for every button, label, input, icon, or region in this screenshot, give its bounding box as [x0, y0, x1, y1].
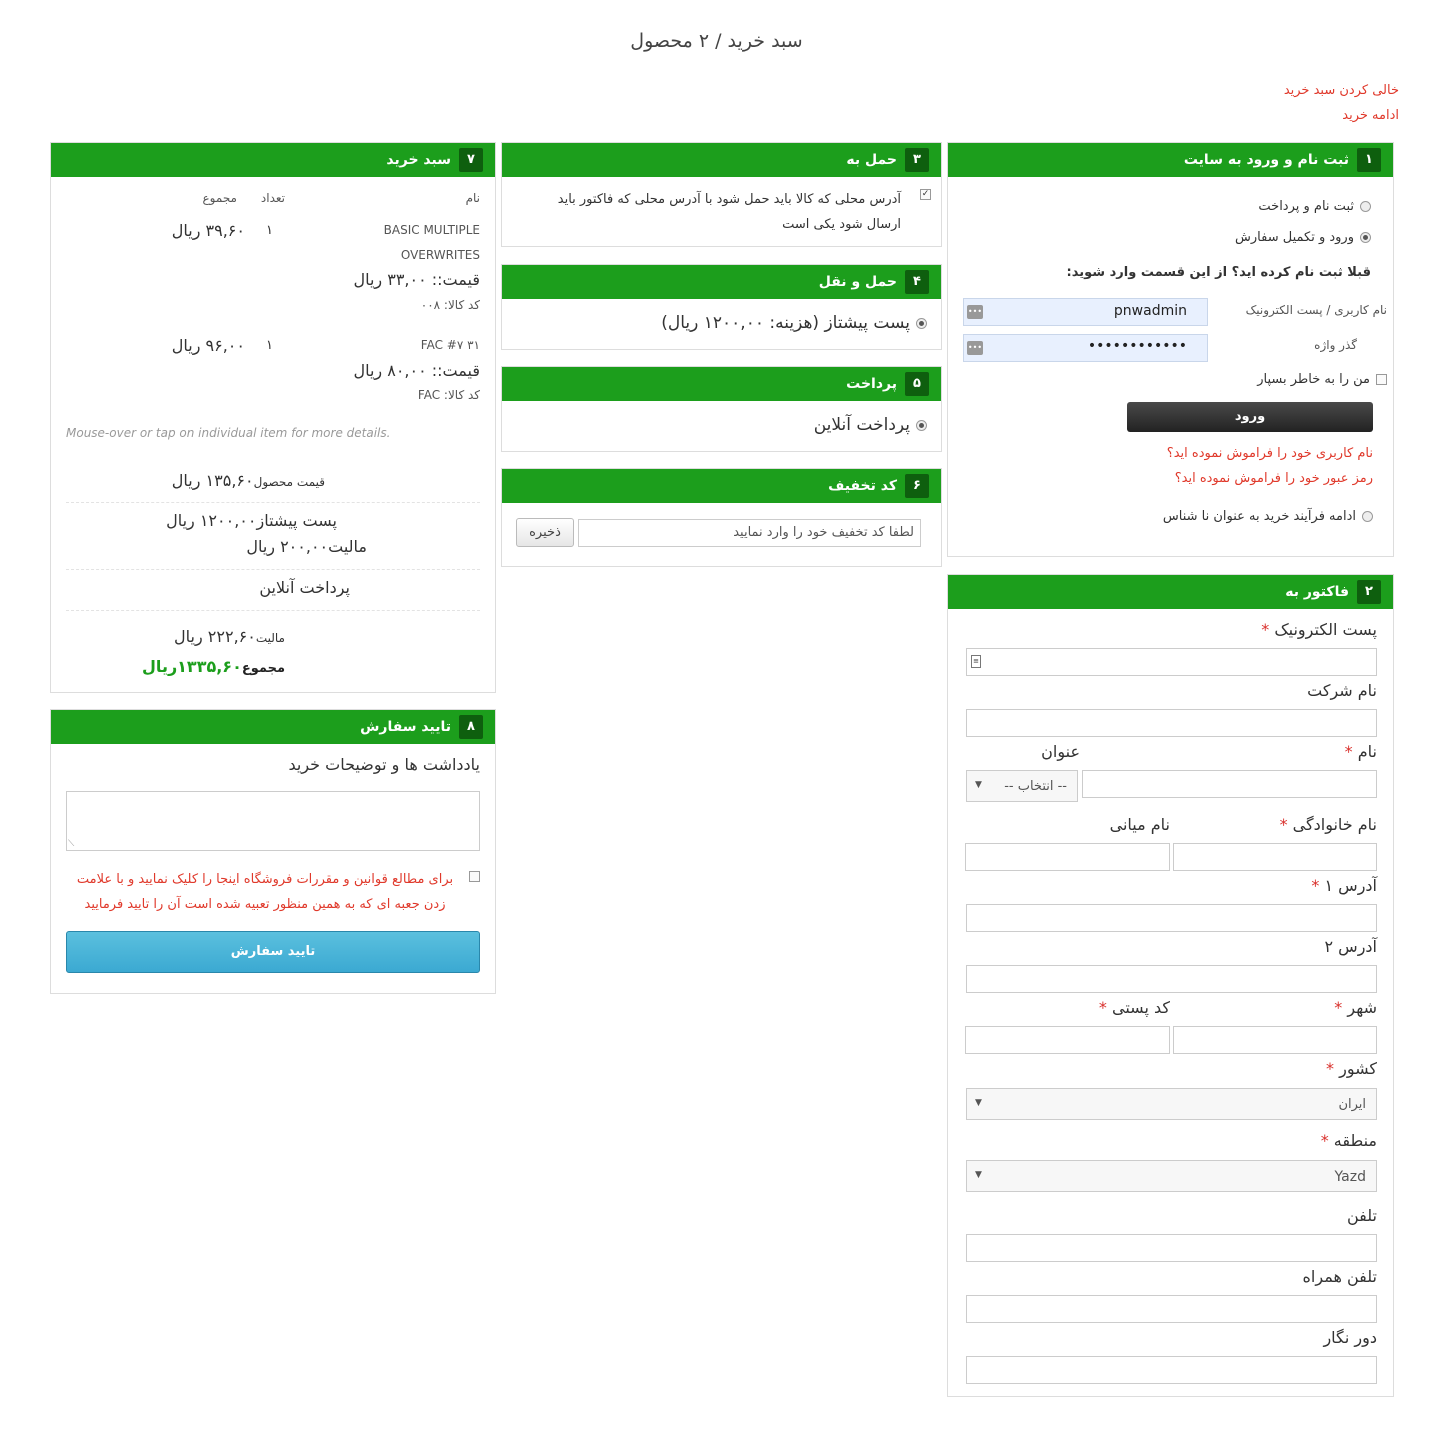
- address1-label: [1311, 876, 1377, 895]
- cart-panel-header: [51, 143, 495, 177]
- cart-item-sku: کد کالا: FAC: [417, 388, 480, 402]
- login-panel-header: [948, 143, 1393, 177]
- cart-panel-title: سبد خرید: [386, 152, 451, 168]
- divider: [66, 502, 480, 503]
- city-label: [1334, 998, 1377, 1017]
- last-name-label-text: نام خانوادگی: [1292, 815, 1377, 834]
- title-select[interactable]: [966, 770, 1078, 802]
- step-number: ۷: [459, 148, 483, 172]
- payment-option-label: پرداخت آنلاین: [813, 415, 910, 435]
- phone-input[interactable]: [966, 1234, 1377, 1262]
- radio-checked-icon[interactable]: [1360, 232, 1371, 243]
- title-label: عنوان: [1041, 742, 1080, 761]
- cart-item-name: BASIC MULTIPLE: [383, 223, 480, 237]
- page-title: سبد خرید / ۲ محصول: [630, 30, 803, 52]
- cart-item-total: ۹۶,۰۰ ریال: [171, 336, 245, 355]
- login-panel-title: ثبت نام و ورود به سایت: [1183, 152, 1349, 168]
- required-mark: *: [1320, 1131, 1329, 1150]
- required-mark: *: [1311, 876, 1320, 895]
- payment-option[interactable]: [814, 415, 927, 435]
- forgot-password-link[interactable]: رمز عبور خود را فراموش نموده اید؟: [1174, 471, 1373, 486]
- tax-value: ۲۲۲,۶۰ ریال: [174, 627, 256, 646]
- confirm-order-button[interactable]: تایید سفارش: [66, 931, 480, 973]
- notes-textarea[interactable]: [66, 791, 480, 851]
- continue-shopping-link[interactable]: ادامه خرید: [1342, 108, 1399, 123]
- cart-item-price: قیمت:: ۳۳,۰۰ ریال: [353, 270, 480, 289]
- product-price-label: قیمت محصول: [253, 475, 325, 489]
- step-number: ۳: [905, 148, 929, 172]
- shipto-panel: [501, 142, 942, 247]
- username-label: نام کاربری / پست الکترونیک: [1245, 303, 1387, 317]
- grand-total-row: [142, 657, 285, 676]
- dropdown-arrow-icon: ▼: [975, 1098, 982, 1108]
- cart-panel: [50, 142, 496, 693]
- already-registered-text: قبلا ثبت نام کرده اید؟ از این قسمت وارد شوید:: [1066, 265, 1371, 280]
- zip-input[interactable]: [965, 1026, 1170, 1054]
- same-address-text: آدرس محلی که کالا باید حمل شود با آدرس محلی که فاکتور باید ارسال شود یکی است: [557, 192, 901, 232]
- required-mark: *: [1098, 998, 1107, 1017]
- step-number: ۶: [905, 474, 929, 498]
- grand-total-label: مجموع: [241, 661, 285, 676]
- forgot-username-link[interactable]: نام کاربری خود را فراموش نموده اید؟: [1166, 446, 1373, 461]
- country-label: [1326, 1059, 1377, 1078]
- payment-panel: [501, 366, 942, 452]
- address2-label: آدرس ۲: [1324, 937, 1377, 956]
- fax-input[interactable]: [966, 1356, 1377, 1384]
- cart-item-total: ۳۹,۶۰ ریال: [171, 221, 245, 240]
- register-option-label: ثبت نام و پرداخت: [1258, 199, 1354, 214]
- terms-text-line1: برای مطالع قوانین و مقررات فروشگاه اینجا را کلیک نمایید و با علامت: [76, 872, 454, 887]
- terms-checkbox[interactable]: [469, 871, 480, 882]
- shipping-tax-row: [246, 537, 367, 556]
- key-icon: •••: [967, 341, 983, 355]
- notes-label: یادداشت ها و توضیحات خرید: [288, 755, 480, 774]
- confirm-panel-header: [51, 710, 495, 744]
- first-name-label-text: نام: [1357, 742, 1377, 761]
- email-label-text: پست الکترونیک: [1274, 620, 1377, 639]
- cart-col-name: نام: [465, 191, 480, 205]
- shipment-panel-header: [502, 265, 941, 299]
- terms-text-line2: زدن جعبه ای که به همین منظور تعبیه شده است آن را تایید فرمایید: [84, 897, 446, 912]
- confirm-panel-title: تایید سفارش: [360, 719, 451, 735]
- cart-item-name-line2: OVERWRITES: [400, 248, 480, 262]
- country-label-text: کشور: [1339, 1059, 1377, 1078]
- title-select-value: -- انتخاب --: [1004, 779, 1067, 794]
- empty-cart-link[interactable]: خالی کردن سبد خرید: [1283, 83, 1399, 98]
- radio-checked-icon[interactable]: [916, 318, 927, 329]
- required-mark: *: [1279, 815, 1288, 834]
- region-label: [1321, 1131, 1377, 1150]
- city-input[interactable]: [1173, 1026, 1377, 1054]
- username-input[interactable]: [963, 298, 1208, 326]
- cart-item-sku: کد کالا: ۰۰۸: [420, 298, 480, 312]
- shipping-value: ۱۲۰۰,۰۰ ریال: [166, 511, 257, 530]
- billing-panel: [947, 574, 1394, 1397]
- shipment-panel-title: حمل و نقل: [818, 274, 897, 290]
- mobile-input[interactable]: [966, 1295, 1377, 1323]
- shipping-row: [166, 511, 337, 530]
- tax-label: مالیت: [255, 631, 285, 645]
- dropdown-arrow-icon: ▼: [975, 780, 982, 790]
- step-number: ۴: [905, 270, 929, 294]
- coupon-save-button[interactable]: ذخیره: [516, 518, 574, 547]
- password-value: ••••••••••••: [1087, 338, 1187, 354]
- coupon-panel: [501, 468, 942, 567]
- first-name-input[interactable]: [1082, 770, 1377, 798]
- cart-item-price: قیمت:: ۸۰,۰۰ ریال: [353, 361, 480, 380]
- remember-me[interactable]: [1257, 372, 1387, 387]
- coupon-panel-title: کد تخفیف: [828, 478, 897, 494]
- shipment-panel: [501, 264, 942, 350]
- payment-method-name: پرداخت آنلاین: [259, 578, 350, 597]
- region-select[interactable]: [966, 1160, 1377, 1192]
- tax-row: [174, 627, 285, 646]
- shipto-panel-header: [502, 143, 941, 177]
- terms-link[interactable]: [70, 867, 460, 917]
- middle-name-input[interactable]: [965, 843, 1170, 871]
- cart-col-total: مجموع: [202, 191, 237, 205]
- register-option[interactable]: [1258, 199, 1371, 214]
- company-input[interactable]: [966, 709, 1377, 737]
- city-label-text: شهر: [1347, 998, 1377, 1017]
- email-input[interactable]: [966, 648, 1377, 676]
- step-number: ۱: [1357, 148, 1381, 172]
- first-name-label: [1345, 742, 1377, 761]
- password-label: گذر واژه: [1314, 338, 1357, 352]
- country-select[interactable]: [966, 1088, 1377, 1120]
- last-name-input[interactable]: [1173, 843, 1377, 871]
- cart-item-qty: ۱: [266, 223, 273, 238]
- company-label: نام شرکت: [1307, 681, 1377, 700]
- billing-panel-title: فاکتور به: [1285, 584, 1349, 600]
- fax-label: دور نگار: [1323, 1328, 1377, 1347]
- coupon-input[interactable]: [578, 519, 921, 547]
- shipto-panel-title: حمل به: [846, 152, 897, 168]
- address1-input[interactable]: [966, 904, 1377, 932]
- contact-card-icon: ≡: [971, 655, 981, 668]
- shipping-label: پست پیشتاز: [256, 511, 337, 530]
- shipment-option-label: پست پیشتاز (هزینه: ۱۲۰۰,۰۰ ریال): [661, 313, 910, 333]
- payment-panel-header: [502, 367, 941, 401]
- email-label: [1261, 620, 1377, 639]
- product-price-row: [172, 471, 325, 490]
- country-select-value: ایران: [1338, 1097, 1366, 1112]
- login-panel: [947, 142, 1394, 557]
- divider: [66, 610, 480, 611]
- same-address-checkbox[interactable]: ✓: [921, 189, 930, 199]
- coupon-panel-header: [502, 469, 941, 503]
- guest-checkout-option[interactable]: [1163, 509, 1373, 524]
- zip-label: [1099, 998, 1170, 1017]
- resize-handle-icon[interactable]: ⟋: [68, 839, 75, 849]
- cart-col-qty: تعداد: [260, 191, 285, 205]
- shipment-option[interactable]: [661, 313, 927, 333]
- product-price-value: ۱۳۵,۶۰ ریال: [171, 471, 254, 490]
- login-option-label: ورود و تکمیل سفارش: [1235, 230, 1354, 245]
- billing-panel-header: [948, 575, 1393, 609]
- divider: [66, 569, 480, 570]
- required-mark: *: [1261, 620, 1270, 639]
- region-select-value: Yazd: [1334, 1169, 1366, 1185]
- guest-checkout-label: ادامه فرآیند خرید به عنوان نا شناس: [1162, 509, 1356, 524]
- required-mark: *: [1334, 998, 1343, 1017]
- grand-total-value: ۱۳۳۵,۶۰ریال: [142, 657, 242, 676]
- password-input[interactable]: [963, 334, 1208, 362]
- address2-input[interactable]: [966, 965, 1377, 993]
- radio-checked-icon[interactable]: [916, 420, 927, 431]
- login-option[interactable]: [1235, 230, 1371, 245]
- last-name-label: [1280, 815, 1377, 834]
- cart-hint: Mouse-over or tap on individual item for more details.: [66, 426, 391, 440]
- dropdown-arrow-icon: ▼: [975, 1170, 982, 1180]
- confirm-panel: [50, 709, 496, 994]
- checkbox-icon[interactable]: [1376, 374, 1387, 385]
- region-label-text: منطقه: [1333, 1131, 1377, 1150]
- radio-icon[interactable]: [1362, 511, 1373, 522]
- key-icon: •••: [967, 305, 983, 319]
- required-mark: *: [1326, 1059, 1335, 1078]
- coupon-placeholder: لطفا کد تخفیف خود را وارد نمایید: [733, 525, 914, 540]
- login-button[interactable]: ورود: [1127, 402, 1373, 432]
- phone-label: تلفن: [1346, 1206, 1377, 1225]
- payment-panel-title: پرداخت: [846, 376, 897, 392]
- shipping-tax-label: مالیت: [328, 537, 367, 556]
- remember-me-label: من را به خاطر بسپار: [1257, 372, 1370, 387]
- middle-name-label: نام میانی: [1109, 815, 1170, 834]
- radio-icon[interactable]: [1360, 201, 1371, 212]
- address1-label-text: آدرس ۱: [1324, 876, 1377, 895]
- step-number: ۵: [905, 372, 929, 396]
- step-number: ۲: [1357, 580, 1381, 604]
- cart-item-qty: ۱: [266, 338, 273, 353]
- cart-item-name: FAC #۷ ۳۱: [420, 338, 480, 352]
- shipping-tax-value: ۲۰۰,۰۰ ریال: [246, 537, 329, 556]
- required-mark: *: [1344, 742, 1353, 761]
- zip-label-text: کد پستی: [1112, 998, 1170, 1017]
- mobile-label: تلفن همراه: [1302, 1267, 1377, 1286]
- username-value: pnwadmin: [1113, 303, 1187, 319]
- step-number: ۸: [459, 715, 483, 739]
